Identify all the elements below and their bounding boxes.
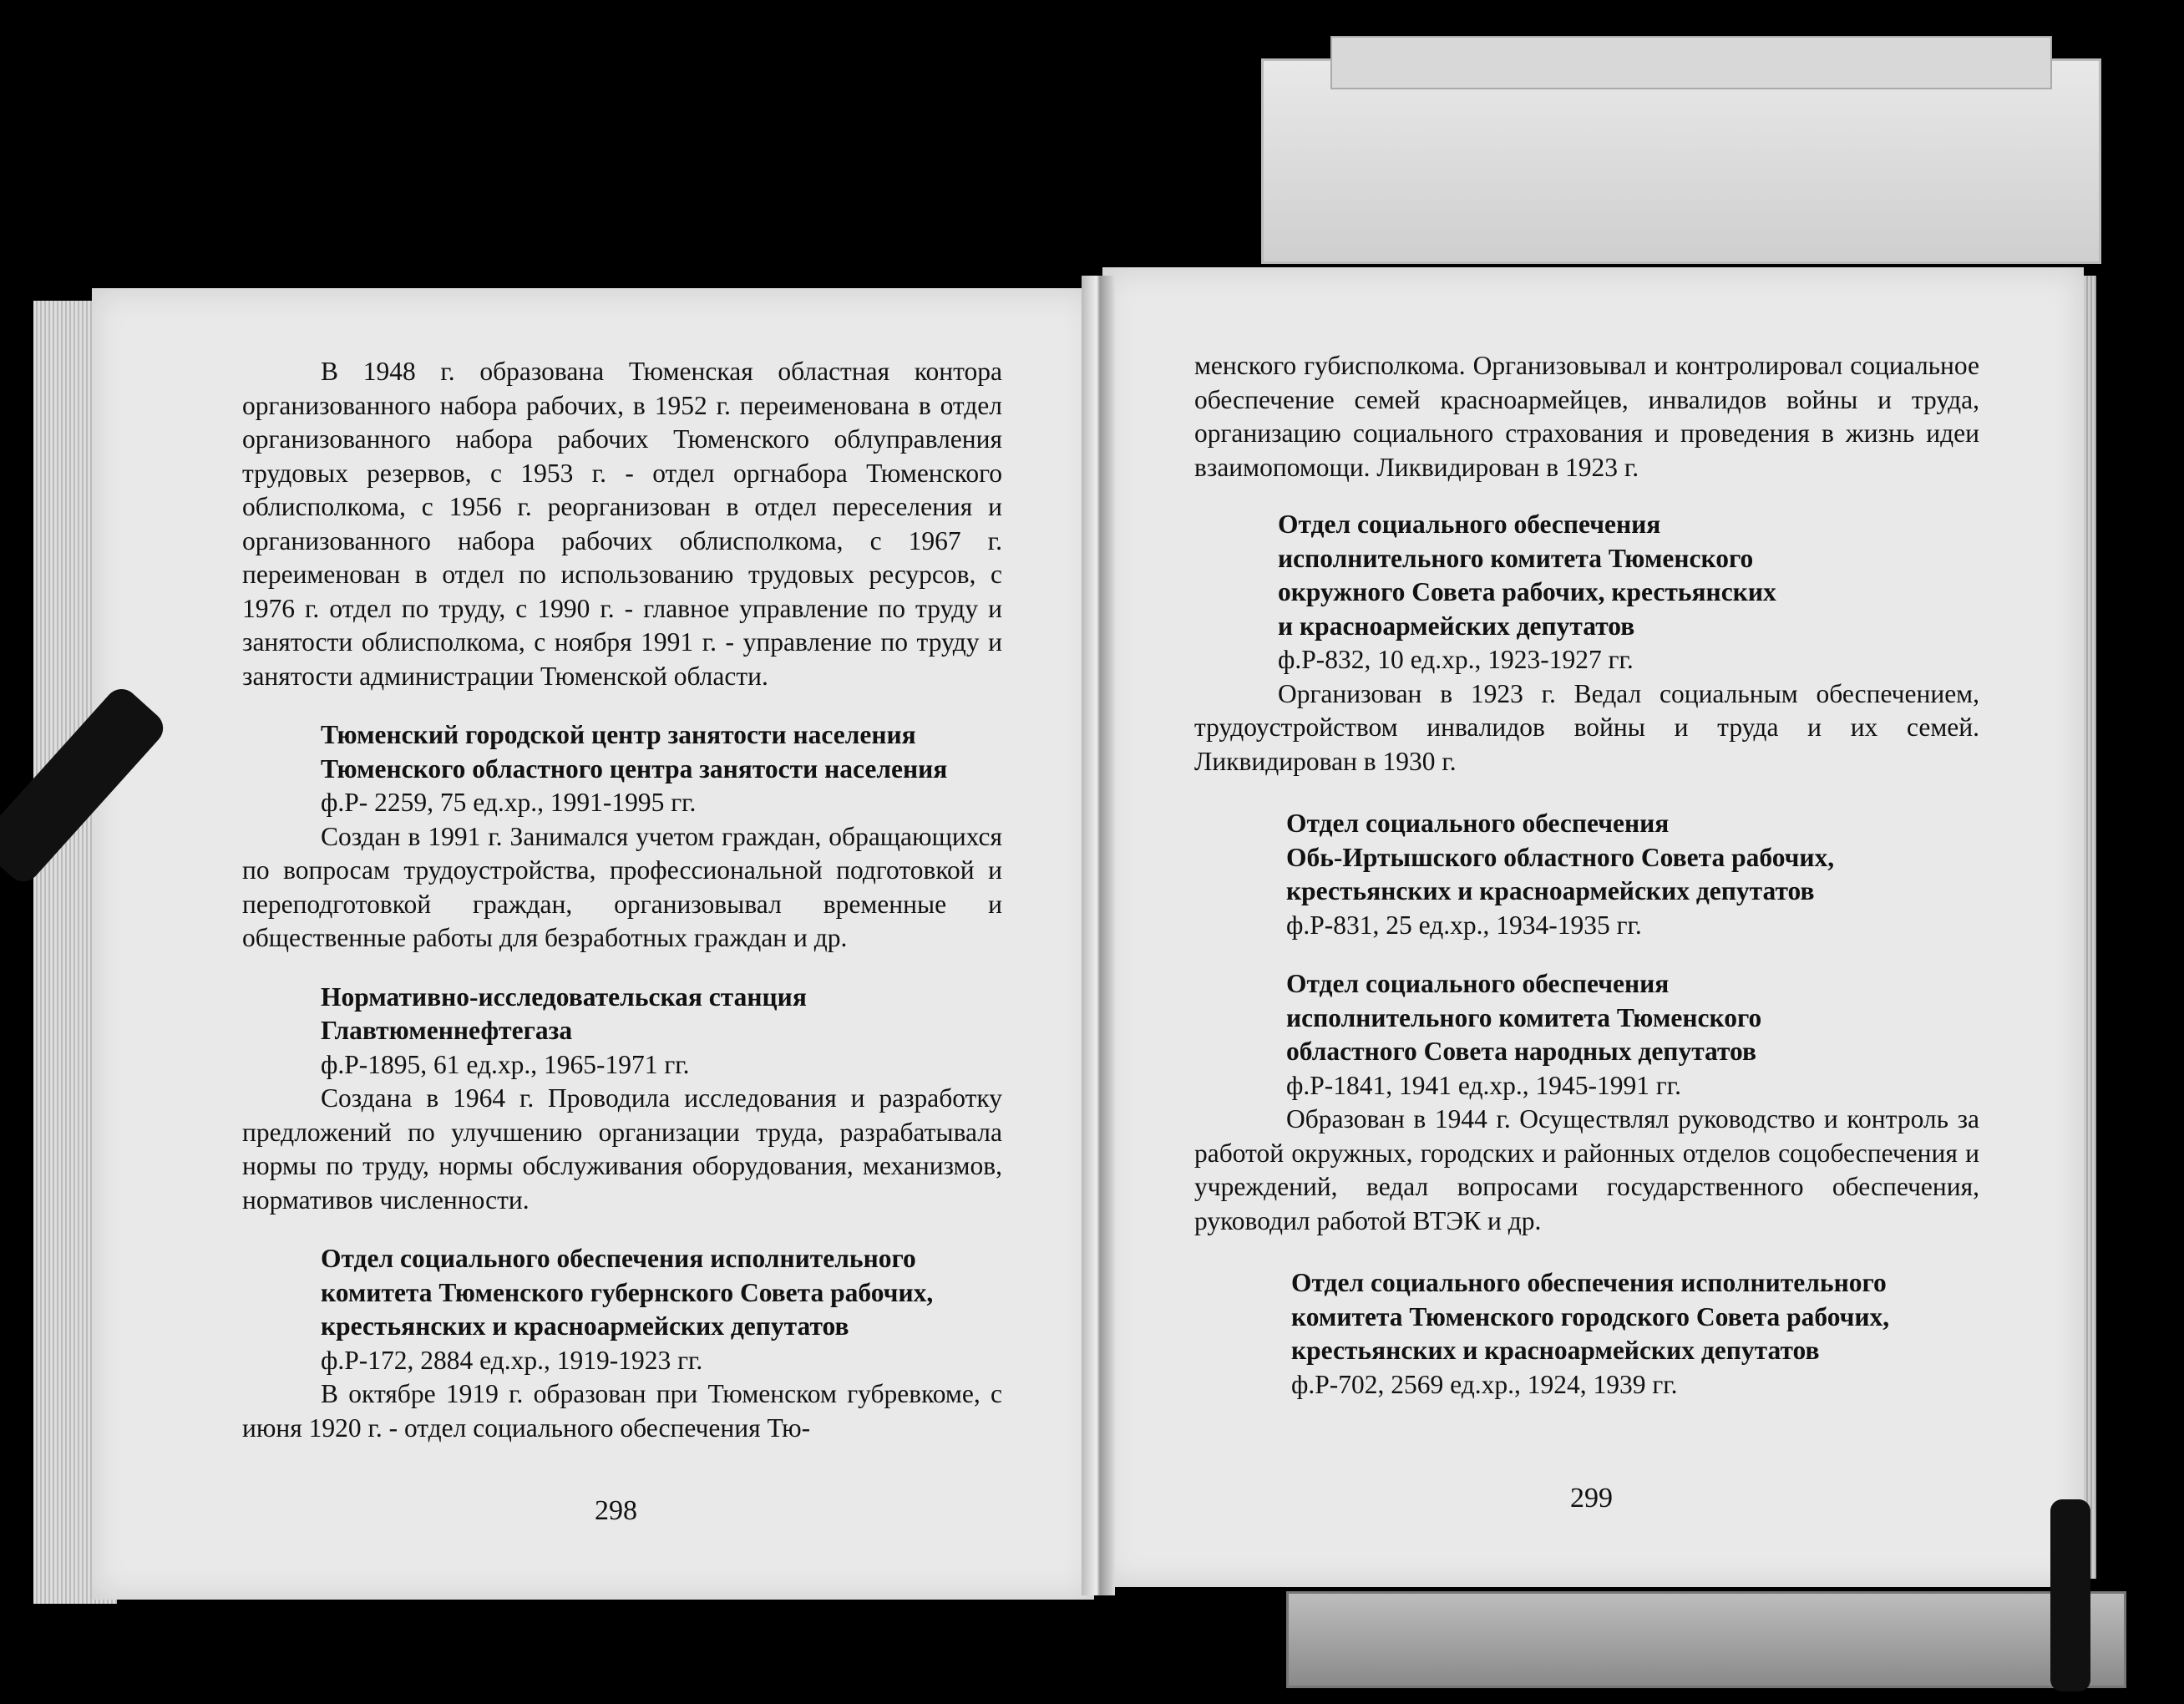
page-number-left: 298 — [595, 1495, 637, 1526]
bottom-foam-strip — [1286, 1591, 2126, 1688]
entry-gubernia-social-dept — [242, 1242, 1002, 1377]
page-number-right: 299 — [1570, 1483, 1613, 1514]
entry-heading: Отдел социального обеспечения исполнительного комитета Тюменского губернского Совета рабочих, крестьянских и красноармейских депутатов — [321, 1244, 934, 1341]
entry-heading: Отдел социального обеспечения исполнительного комитета Тюменского областного Совета народных депутатов — [1286, 969, 1762, 1066]
entry-heading: Тюменский городской центр занятости населения Тюменского областного центра занятости населения — [321, 720, 948, 784]
continuation-paragraph: менского губисполкома. Организовывал и контролировал социальное обеспечение семей красноармейцев, инвалидов войны и труда, организацию социального страхования и проведения в жизнь идеи взаимопомощи. Ликвидирован в 1923 г. — [1194, 351, 1979, 482]
entry-okrug-social-dept — [1194, 508, 1979, 677]
right-bookmark-ribbon — [2050, 1499, 2090, 1691]
entry-employment-center — [242, 718, 1002, 820]
entry-text: В октябре 1919 г. образован при Тюменском губревкоме, с июня 1920 г. - отдел социального обеспечения Тю- — [242, 1379, 1002, 1443]
entry-fond: ф.Р-1841, 1941 ед.хр., 1945-1991 гг. — [1286, 1070, 1682, 1100]
entry-text: Образован в 1944 г. Осуществлял руководство и контроль за работой окружных, городских и районных отделов соцобеспечения и учреждений, ведал вопросами государственного обеспечения, руководил работой ВТЭК и др. — [1194, 1104, 1979, 1235]
entry-text: Создана в 1964 г. Проводила исследования и разработку предложений по улучшению организации труда, разрабатывала нормы по труду, нормы обслуживания оборудования, механизмов, нормативов численности. — [242, 1083, 1002, 1215]
book-spine — [1082, 276, 1115, 1595]
left-page-text — [242, 355, 1002, 1445]
entry-heading: Нормативно-исследовательская станция Главтюменнефтегаза — [321, 981, 807, 1045]
entry-text: Организован в 1923 г. Ведал социальным обеспечением, трудоустройством инвалидов войны и труда и их семей. Ликвидирован в 1930 г. — [1194, 678, 1979, 776]
entry-heading: Отдел социального обеспечения исполнительного комитета Тюменского городского Совета рабочих, крестьянских и красноармейских депутатов — [1291, 1268, 1890, 1365]
entry-heading: Отдел социального обеспечения Обь-Иртышского областного Совета рабочих, крестьянских и красноармейских депутатов — [1286, 809, 1835, 905]
entry-oblast-social-dept — [1194, 967, 1979, 1103]
entry-fond: ф.Р- 2259, 75 ед.хр., 1991-1995 гг. — [321, 788, 697, 817]
entry-fond: ф.Р-831, 25 ед.хр., 1934-1935 гг. — [1286, 910, 1642, 940]
entry-text: Создан в 1991 г. Занимался учетом граждан, обращающихся по вопросам трудоустройства, профессиональной подготовкой и переподготовкой граждан, организовывал временные и общественные работы для безработных граждан и др. — [242, 821, 1002, 952]
entry-heading: Отдел социального обеспечения исполнительного комитета Тюменского окружного Совета рабочих, крестьянских и красноармейских депутатов — [1278, 510, 1776, 641]
entry-fond: ф.Р-832, 10 ед.хр., 1923-1927 гг. — [1278, 645, 1634, 674]
top-foam-strip-inner — [1330, 36, 2052, 89]
top-foam-strip — [1261, 58, 2101, 264]
entry-fond: ф.Р-172, 2884 ед.хр., 1919-1923 гг. — [321, 1345, 703, 1375]
entry-city-social-dept — [1194, 1266, 1979, 1402]
entry-fond: ф.Р-1895, 61 ед.хр., 1965-1971 гг. — [321, 1049, 690, 1079]
entry-research-station — [242, 981, 1002, 1083]
right-page-text — [1194, 349, 1979, 1402]
intro-paragraph: В 1948 г. образована Тюменская областная контора организованного набора рабочих, в 1952 г. переименована в отдел организованного набора рабочих Тюменского облуправления трудовых резервов, с 1953 г. - отдел оргнабора Тюменского облисполкома, с 1956 г. реорганизован в отдел переселения и организованного набора рабочих облисполкома, с 1967 г. переименован в отдел по использованию трудовых ресурсов, с 1976 г. отдел по труду, с 1990 г. - главное управление по труду и занятости облисполкома, с ноября 1991 г. - управление по труду и занятости администрации Тюменской области. — [242, 357, 1002, 691]
entry-ob-irtysh-social-dept — [1194, 807, 1979, 942]
entry-fond: ф.Р-702, 2569 ед.хр., 1924, 1939 гг. — [1291, 1369, 1678, 1399]
